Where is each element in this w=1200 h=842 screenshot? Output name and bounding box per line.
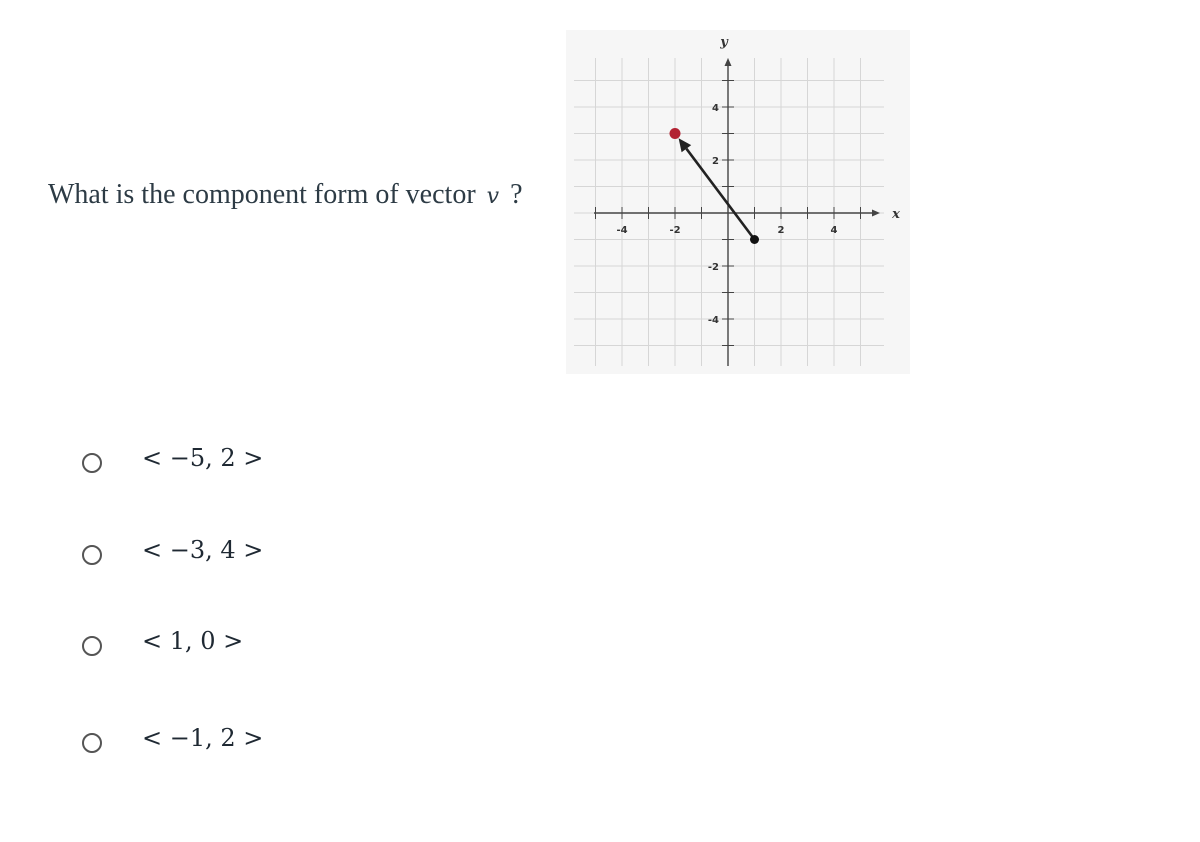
x-tick-label: -2 [669,225,681,236]
answer-label: < −1, 2 > [142,724,264,752]
coordinate-plane [566,30,910,374]
y-tick-label: 2 [712,156,719,167]
radio-button[interactable] [82,453,102,473]
answer-option-2[interactable] [82,530,263,570]
question-suffix: ? [510,179,523,210]
question-prefix: What is the component form of vector [48,179,476,210]
answer-option-4[interactable] [82,718,263,758]
answer-label: < 1, 0 > [142,627,244,655]
vector-terminal-point [670,128,681,139]
answer-label: < −5, 2 > [142,444,264,472]
y-tick-label: 4 [712,103,719,114]
radio-button[interactable] [82,733,102,753]
x-tick-label: 4 [830,225,838,236]
y-tick-label: -4 [707,315,719,326]
x-tick-label: -4 [616,225,628,236]
x-tick-label: 2 [777,225,785,236]
question-text [48,179,523,211]
radio-button[interactable] [82,545,102,565]
graph-background [566,30,910,374]
answer-option-1[interactable] [82,438,263,478]
x-axis-label: x [892,207,900,222]
vector-graph [566,30,910,374]
vector-initial-point [750,235,759,244]
vector-variable: v [486,184,500,209]
answer-label: < −3, 4 > [142,536,264,564]
radio-button[interactable] [82,636,102,656]
answer-option-3[interactable] [82,621,243,661]
y-tick-label: -2 [707,262,719,273]
y-axis-label: y [720,35,728,50]
